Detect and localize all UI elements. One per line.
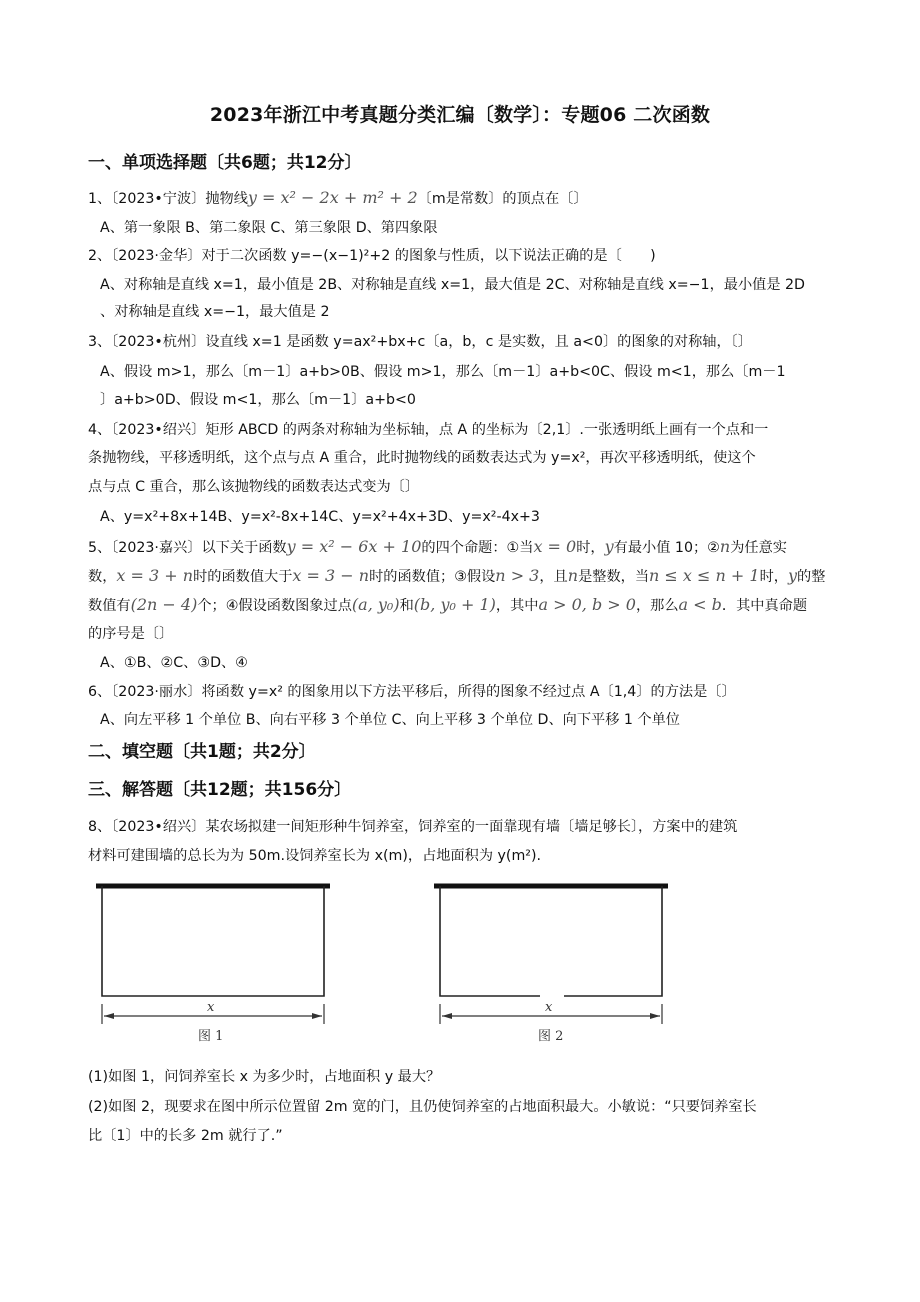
q5-text: 数值有 bbox=[88, 598, 131, 614]
question-4-options: A、y=x²+8x+14B、y=x²-8x+14C、y=x²+4x+3D、y=x²-4x+3 bbox=[100, 509, 540, 525]
question-2-options-line2: 、对称轴是直线 x=−1，最大值是 2 bbox=[100, 304, 330, 320]
q1-suffix: 〔m是常数〕的顶点在〔〕 bbox=[417, 191, 588, 207]
q5-formula: y bbox=[604, 537, 614, 556]
question-8-part1: (1)如图 1，问饲养室长 x 为多少时，占地面积 y 最大？ bbox=[88, 1069, 441, 1085]
section-heading-answer: 三、解答题〔共12题；共156分〕 bbox=[88, 780, 352, 800]
question-8-line2: 材料可建围墙的总长为为 50m.设饲养室长为 x(m)，占地面积为 y(m²). bbox=[88, 848, 541, 864]
q5-text: ，那么 bbox=[635, 598, 679, 614]
q1-formula: y = x² − 2x + m² + 2 bbox=[247, 188, 418, 207]
question-8-line1: 8、〔2023•绍兴〕某农场拟建一间矩形种牛饲养室，饲养室的一面靠现有墙〔墙足够长〕，方案中的建筑 bbox=[88, 819, 738, 835]
arrow-left bbox=[442, 1013, 452, 1019]
enclosure-left-part bbox=[440, 886, 540, 996]
q5-text: ．其中真命题 bbox=[721, 598, 808, 614]
q5-formula: y = x² − 6x + 10 bbox=[286, 537, 422, 556]
question-5-line2 bbox=[88, 561, 833, 592]
figure-1-diagram bbox=[92, 878, 334, 1048]
dimension-label-x: x bbox=[207, 1000, 215, 1015]
question-5-options: A、①B、②C、③D、④ bbox=[100, 655, 248, 671]
q5-formula: a > 0, b > 0 bbox=[538, 595, 636, 614]
question-3-options-line1: A、假设 m>1，那么〔m－1〕a+b>0B、假设 m>1，那么〔m－1〕a+b<0C、假设 m<1，那么〔m－1 bbox=[100, 364, 786, 380]
q5-formula: a < b bbox=[678, 595, 722, 614]
figure-2 bbox=[430, 878, 672, 1048]
question-3: 3、〔2023•杭州〕设直线 x=1 是函数 y=ax²+bx+c〔a，b，c 是实数，且 a<0〕的图象的对称轴，〔〕 bbox=[88, 334, 752, 350]
q5-formula: x = 3 − n bbox=[292, 566, 370, 585]
figure-2-diagram bbox=[430, 878, 672, 1048]
q5-text: 有最小值 10；② bbox=[613, 540, 720, 556]
question-4-line1: 4、〔2023•绍兴〕矩形 ABCD 的两条对称轴为坐标轴，点 A 的坐标为〔2,1〕.一张透明纸上画有一个点和一 bbox=[88, 422, 769, 438]
dimension-label-x: x bbox=[545, 1000, 553, 1015]
q5-text: 5、〔2023·嘉兴〕以下关于函数 bbox=[88, 540, 287, 556]
q5-text: 时， bbox=[759, 569, 788, 585]
question-5-line4: 的序号是〔〕 bbox=[88, 626, 174, 642]
q5-formula: (2n − 4) bbox=[130, 595, 198, 614]
figure-1 bbox=[92, 878, 334, 1048]
arrow-right bbox=[650, 1013, 660, 1019]
q5-text: 的四个命题：①当 bbox=[421, 540, 534, 556]
q5-formula: x = 3 + n bbox=[116, 566, 194, 585]
question-1-options: A、第一象限 B、第二象限 C、第三象限 D、第四象限 bbox=[100, 220, 438, 236]
q5-text: 数， bbox=[88, 569, 117, 585]
q5-text: 时， bbox=[576, 540, 605, 556]
arrow-left bbox=[104, 1013, 114, 1019]
q5-formula: n > 3 bbox=[495, 566, 540, 585]
q5-formula: (a, y₀) bbox=[351, 595, 400, 614]
q1-prefix: 1、〔2023•宁波〕抛物线 bbox=[88, 191, 248, 207]
question-2: 2、〔2023·金华〕对于二次函数 y=−(x−1)²+2 的图象与性质，以下说法正确的是〔 ) bbox=[88, 248, 656, 264]
q5-text: 时的函数值；③假设 bbox=[369, 569, 496, 585]
q5-formula: (b, y₀ + 1) bbox=[413, 595, 496, 614]
q5-text: 时的函数值大于 bbox=[193, 569, 293, 585]
question-2-options-line1: A、对称轴是直线 x=1，最小值是 2B、对称轴是直线 x=1，最大值是 2C、对称轴是直线 x=−1，最小值是 2D bbox=[100, 277, 805, 293]
question-5-line1 bbox=[88, 532, 833, 563]
section-heading-single-choice: 一、单项选择题〔共6题；共12分〕 bbox=[88, 153, 362, 173]
q5-text: ，其中 bbox=[495, 598, 539, 614]
q5-text: 和 bbox=[399, 598, 414, 614]
q5-text: 是整数，当 bbox=[578, 569, 650, 585]
q5-formula: n bbox=[719, 537, 731, 556]
question-8-part2-line1: (2)如图 2，现要求在图中所示位置留 2m 宽的门，且仍使饲养室的占地面积最大。小敏说：“只要饲养室长 bbox=[88, 1099, 757, 1115]
question-6-options: A、向左平移 1 个单位 B、向右平移 3 个单位 C、向上平移 3 个单位 D、向下平移 1 个单位 bbox=[100, 712, 680, 728]
q5-text: 个；④假设函数图象过点 bbox=[197, 598, 352, 614]
question-3-options-line2: 〕a+b>0D、假设 m<1，那么〔m－1〕a+b<0 bbox=[100, 392, 416, 408]
q5-formula: n ≤ x ≤ n + 1 bbox=[649, 566, 760, 585]
question-8-part2-line2: 比〔1〕中的长多 2m 就行了.” bbox=[88, 1128, 283, 1144]
question-5-line3 bbox=[88, 590, 833, 621]
q5-formula: y bbox=[787, 566, 797, 585]
q5-text: ，且 bbox=[539, 569, 568, 585]
arrow-right bbox=[312, 1013, 322, 1019]
page-title: 2023年浙江中考真题分类汇编〔数学〕：专题06 二次函数 bbox=[209, 104, 711, 126]
q5-formula: n bbox=[567, 566, 579, 585]
figure-1-caption: 图 1 bbox=[198, 1029, 224, 1044]
enclosure-outline bbox=[102, 886, 324, 996]
figure-2-caption: 图 2 bbox=[538, 1029, 564, 1044]
question-4-line2: 条抛物线，平移透明纸，这个点与点 A 重合，此时抛物线的函数表达式为 y=x²，再次平移透明纸，使这个 bbox=[88, 450, 756, 466]
question-4-line3: 点与点 C 重合，那么该抛物线的函数表达式变为〔〕 bbox=[88, 479, 420, 495]
q5-formula: x = 0 bbox=[533, 537, 577, 556]
enclosure-right-part bbox=[564, 886, 662, 996]
section-heading-fill-blank: 二、填空题〔共1题；共2分〕 bbox=[88, 742, 316, 762]
q5-text: 为任意实 bbox=[730, 540, 787, 556]
question-6: 6、〔2023·丽水〕将函数 y=x² 的图象用以下方法平移后，所得的图象不经过点 A〔1,4〕的方法是〔〕 bbox=[88, 684, 736, 700]
q5-text: 的整 bbox=[797, 569, 826, 585]
question-1 bbox=[88, 183, 833, 214]
